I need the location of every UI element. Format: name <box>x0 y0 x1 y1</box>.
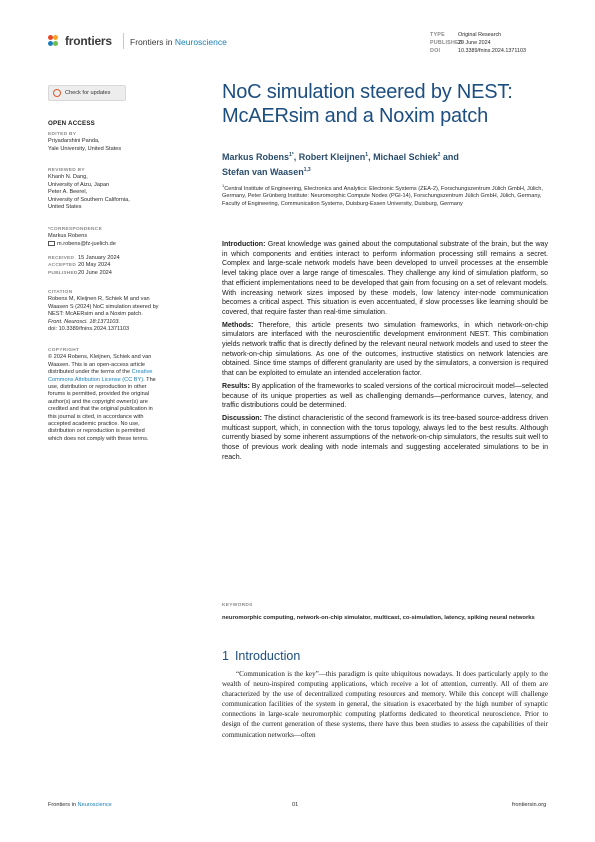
citation-label: CITATION <box>48 290 73 295</box>
article-meta <box>430 31 526 55</box>
license-link[interactable]: Creative <box>131 369 153 376</box>
date-value: 20 May 2024 <box>78 262 111 269</box>
open-access-label: OPEN ACCESS <box>48 120 96 127</box>
abstract-heading: Methods: <box>222 321 254 329</box>
accepted-row <box>48 262 188 269</box>
author-name[interactable]: Stefan van Waasen <box>222 167 304 177</box>
abstract-text: The distinct characteristic of the second framework is its tree-based source-address driven multicast support, which, in connection with the torus topology, always led to the best results. Although currently biased by some inherent assumptions of the network-on-chip simulators, the results suit well to those of previous work dealing with node internals and suggesting accelerated simulations to be in reach. <box>222 414 548 461</box>
dates-block <box>48 255 188 277</box>
correspondence-email[interactable]: m.robens@fz-juelich.de <box>57 240 116 247</box>
copyright-line: author(s) and the copyright owner(s) are <box>48 398 148 405</box>
authors-line <box>222 149 552 164</box>
author-sup: 1,3 <box>303 167 311 173</box>
author-name[interactable]: , Robert Kleijnen <box>293 152 366 162</box>
footer-journal-name: Neuroscience <box>77 802 112 808</box>
author-name[interactable]: Markus Robens <box>222 152 290 162</box>
meta-value[interactable]: 10.3389/fnins.2024.1371103 <box>458 48 526 54</box>
date-key: RECEIVED <box>48 256 75 261</box>
abstract <box>222 240 548 465</box>
copyright-line: this journal is cited, in accordance with <box>48 413 144 420</box>
citation-line: Robens M, Kleijnen R, Schiek M and van <box>48 296 150 303</box>
reviewer-line: Peter A. Beerel, <box>48 189 88 196</box>
affil-sup: 1 <box>222 183 225 188</box>
license-link[interactable]: Commons Attribution License (CC BY) <box>48 376 144 383</box>
copyright-line <box>48 377 188 384</box>
date-key: PUBLISHED <box>48 270 78 276</box>
header-divider <box>123 33 124 49</box>
journal-header[interactable] <box>130 37 227 47</box>
abstract-heading: Results: <box>222 382 250 390</box>
edited-by-block <box>48 131 188 153</box>
reviewer-line: Khanh N. Dang, <box>48 174 88 181</box>
date-value: 20 June 2024 <box>78 269 112 276</box>
meta-doi-row <box>430 47 526 55</box>
correspondence-email-row[interactable] <box>48 241 188 248</box>
journal-name: Neuroscience <box>174 37 227 47</box>
meta-type-row <box>430 31 526 39</box>
copyright-line: credited and that the original publication in <box>48 406 153 413</box>
citation-block <box>48 289 188 333</box>
affiliations <box>222 182 557 209</box>
copyright-text: distributed under the terms of the <box>48 369 132 376</box>
frontiers-logo[interactable] <box>48 34 112 48</box>
received-row <box>48 255 188 262</box>
author-conj: and <box>440 152 459 162</box>
journal-prefix: Frontiers in <box>130 37 173 47</box>
correspondence-name: Markus Robens <box>48 233 88 240</box>
citation-journal: Front. Neurosci. 18:1371103. <box>48 318 121 325</box>
reviewed-by-label: REVIEWED BY <box>48 168 85 173</box>
check-updates-label: Check for updates <box>65 90 111 96</box>
date-value: 15 January 2024 <box>78 255 120 261</box>
edited-by-label: EDITED BY <box>48 132 77 137</box>
reviewer-line: University of Aizu, Japan <box>48 181 110 188</box>
reviewed-by-block <box>48 167 188 211</box>
author-sup: 2 <box>437 152 441 158</box>
abstract-heading: Discussion: <box>222 414 262 422</box>
citation-doi[interactable]: doi: 10.3389/fnins.2024.1371103 <box>48 326 130 333</box>
citation-line: NEST: McAERsim and a Noxim patch. <box>48 311 143 318</box>
title-line: NoC simulation steered by NEST: <box>222 81 513 103</box>
copyright-line: © 2024 Robens, Kleijnen, Schiek and van <box>48 354 152 361</box>
authors-line <box>222 164 552 179</box>
copyright-block <box>48 347 188 443</box>
copyright-line: use, distribution or reproduction in other <box>48 384 147 391</box>
author-name[interactable]: , Michael Schiek <box>368 152 438 162</box>
abstract-results <box>222 382 548 411</box>
copyright-label: COPYRIGHT <box>48 348 80 353</box>
page-number: 01 <box>292 802 299 808</box>
copyright-line: Waasen. This is an open-access article <box>48 361 146 368</box>
footer-site-link[interactable]: frontiersin.org <box>512 802 547 808</box>
reviewer-line: United States <box>48 204 82 211</box>
affiliations-text: Central Institute of Engineering, Electronics and Analytics: Electronic Systems (ZEA-2), Forschungszentrum Jülich GmbH, Jülich, Germany, Peter Grünberg Institute: Neuromorphic Compute Nodes (PGI-14), Forschungszentrum Jülich GmbH, Jülich, Germany, Faculty of Engineering, Communication Systems, Duisburg-Essen University, Duisburg, Germany <box>222 185 543 208</box>
brand-name: frontiers <box>65 34 112 48</box>
copyright-line: accepted academic practice. No use, <box>48 421 140 428</box>
abstract-introduction <box>222 240 548 318</box>
reviewer-line: University of Southern California, <box>48 196 130 203</box>
check-for-updates-button[interactable] <box>48 85 126 101</box>
keywords: neuromorphic computing, network-on-chip simulator, multicast, co-simulation, latency, spiking neural networks <box>222 615 535 621</box>
published-row <box>48 270 188 277</box>
meta-value: Original Research <box>458 32 502 38</box>
author-sup: 1* <box>289 152 294 158</box>
copyright-line <box>48 369 188 376</box>
abstract-heading: Introduction: <box>222 241 266 248</box>
mail-icon <box>48 241 55 246</box>
copyright-line: forums is permitted, provided the original <box>48 391 150 398</box>
abstract-discussion <box>222 414 548 463</box>
citation-line: Waasen S (2024) NoC simulation steered by <box>48 303 159 310</box>
section-number: 1 <box>222 649 229 663</box>
abstract-methods <box>222 321 548 379</box>
meta-value: 20 June 2024 <box>458 40 491 46</box>
editor-affiliation: Yale University, United States <box>48 145 122 152</box>
copyright-line: which does not comply with these terms. <box>48 435 149 442</box>
date-key: ACCEPTED <box>48 263 76 269</box>
copyright-text: . The <box>143 376 156 383</box>
editor-name: Priyadarshini Panda, <box>48 138 100 145</box>
author-sup: 1 <box>365 152 369 158</box>
abstract-text: Therefore, this article presents two simulation frameworks, in which network-on-chip simulators are interfaced with the neuroscientific development environment NEST. This combination yields network traffic that is directly defined by the relevant neural network models and used to steer the network-on-chip simulations. As one of the outcomes, instructive statistics on network latencies are obtained. Since time stamps of different granularity are used by the simulators, a conversion is required that can be exploited to emulate an intended acceleration factor. <box>222 321 548 378</box>
meta-key: TYPE <box>430 32 445 38</box>
author-list <box>222 149 552 179</box>
frontiers-logo-icon <box>48 35 62 47</box>
abstract-text: By application of the frameworks to scaled versions of the cortical microcircuit model—selected because of its unique properties as well as challenging demands—performance curves, latency, and traffic distributions could be determined. <box>222 382 548 410</box>
keywords-label: KEYWORDS <box>222 603 253 608</box>
meta-key: PUBLISHED <box>430 40 463 46</box>
title-line: McAERsim and a Noxim patch <box>222 105 489 127</box>
copyright-line: distribution or reproduction is permitted <box>48 428 145 435</box>
meta-key: DOI <box>430 48 441 54</box>
section-heading <box>222 649 300 663</box>
article-title <box>222 80 562 128</box>
abstract-text: Great knowledge was gained about the computational substrate of the brain, but the way in which components and entities interact to perform information processing still remains a secret. Complex and large-scale network models have been developed to unveil processes at the ensemble level taking place over a large range of timescales. They challenge any kind of simulation platform, so that efficient implementations need to be developed that gain from focusing on a set of relevant models. With increasing network sizes imposed by these models, low latency inter-node communication becomes a critical aspect. This situation is even accentuated, if slow processes like learning should be covered, that require faster than real-time simulation. <box>222 241 548 316</box>
check-updates-icon <box>53 89 61 97</box>
footer-prefix: Frontiers in <box>48 802 76 808</box>
meta-published-row <box>430 39 526 47</box>
section-title: Introduction <box>234 649 301 663</box>
intro-paragraph: “Communication is the key”—this paradigm is quite ubiquitous nowadays. It does particularly apply to the wealth of neuro-inspired computing applications, which receive a lot of attention, currently. All of them are characterized by the use of decentralized computing resources and memory. While this concept will challenge communication facilities of the system in general, the situation is exacerbated by the high number of synaptic connections in large-scale neuromorphic computing platforms dedicated to theoretical neuroscience. Prior to design of the current generation of these systems, there have thus been studies to assess the capabilities of their communication networks—often <box>222 670 548 739</box>
correspondence-label: *CORRESPONDENCE <box>48 227 103 232</box>
correspondence-block <box>48 226 188 248</box>
footer-journal[interactable] <box>48 802 112 808</box>
